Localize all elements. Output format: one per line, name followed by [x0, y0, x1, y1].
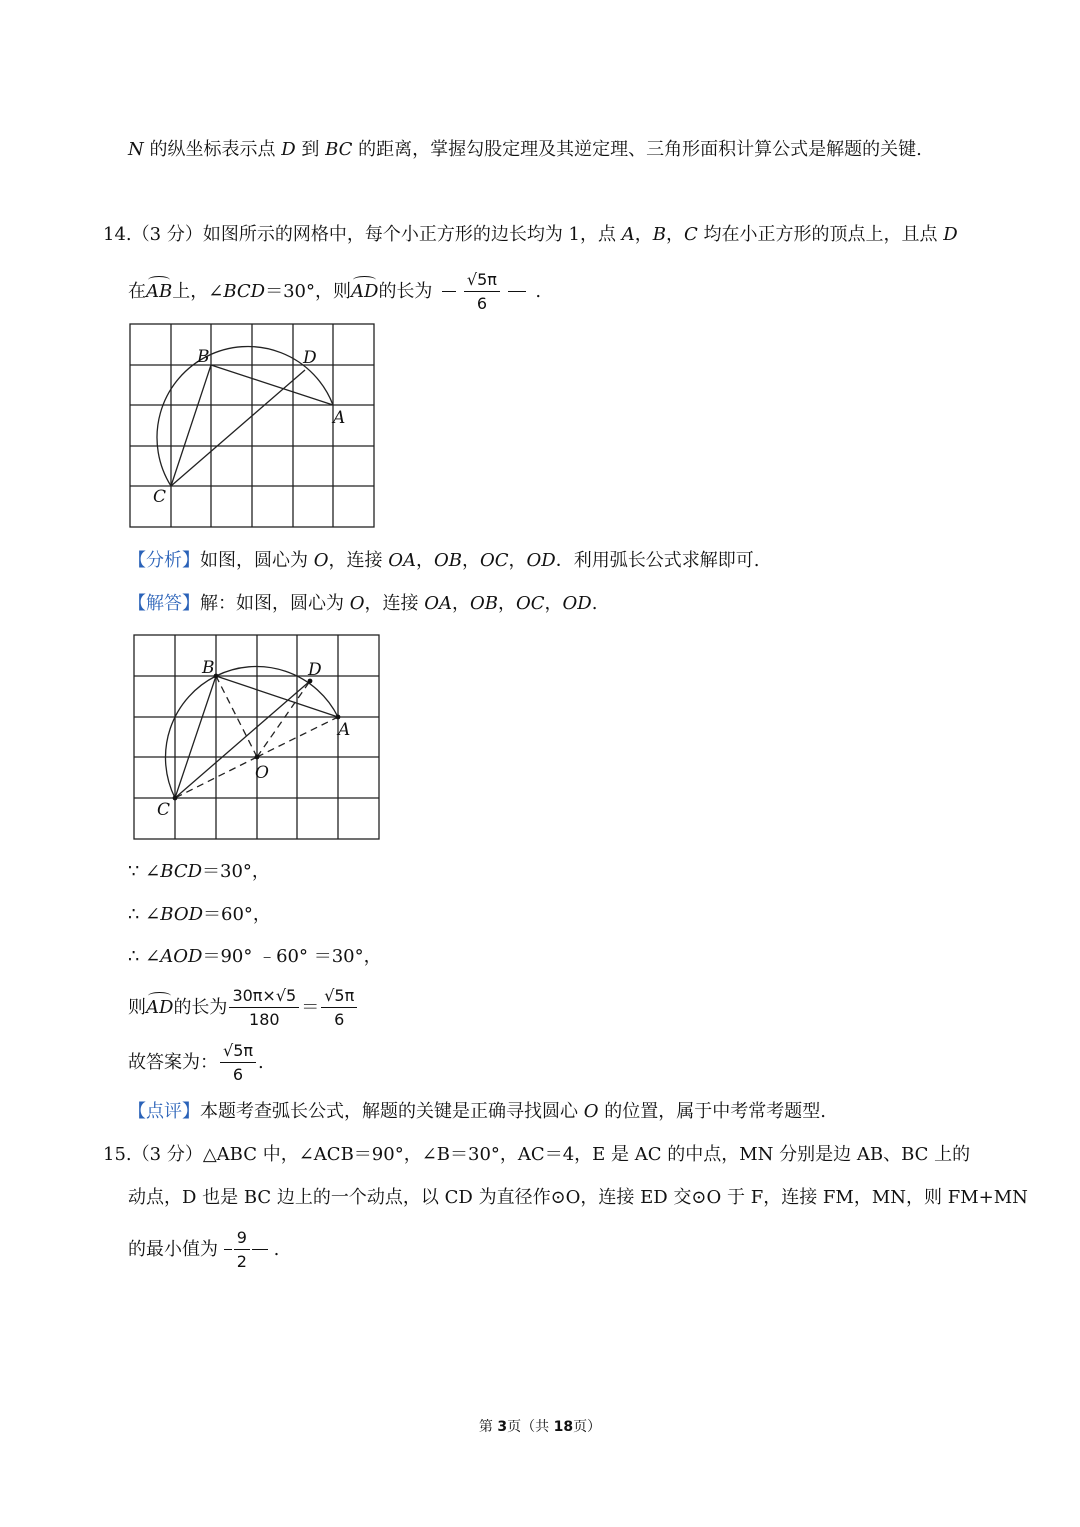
text: 页（共	[507, 1419, 554, 1435]
fraction-numerator: √5π	[321, 986, 357, 1008]
result-fraction	[321, 986, 357, 1029]
because-symbol: ∵	[128, 861, 140, 882]
fraction-denominator: 6	[476, 294, 487, 314]
point-o: O	[349, 593, 365, 614]
segment-ob: OB	[470, 593, 498, 614]
comment-tag: 【点评】	[128, 1101, 200, 1122]
therefore-symbol: ∴	[128, 904, 140, 925]
point-o: O	[583, 1101, 599, 1122]
fraction-denominator: 180	[249, 1010, 280, 1030]
point-d: D	[281, 139, 296, 160]
segment-od: OD	[562, 593, 592, 614]
fraction-denominator: 6	[232, 1065, 244, 1085]
text: ∠	[139, 861, 161, 882]
step-4	[128, 986, 359, 1029]
answer-blank	[224, 1228, 268, 1271]
label-a: A	[333, 408, 346, 428]
fraction-numerator: √5π	[220, 1041, 256, 1063]
label-a: A	[338, 720, 351, 740]
therefore-symbol: ∴	[128, 946, 140, 967]
question-score: （3 分）	[131, 224, 203, 245]
fraction-numerator: 9	[234, 1228, 250, 1250]
text: .	[529, 280, 542, 302]
label-c: C	[157, 800, 171, 820]
label-b: B	[197, 347, 210, 367]
text: 本题考查弧长公式，解题的关键是正确寻找圆心	[200, 1101, 584, 1122]
question-number: 15.	[103, 1144, 132, 1165]
arc-length-fraction	[229, 986, 299, 1029]
text: ＝30°，则	[265, 280, 351, 302]
text: ，连接	[328, 550, 389, 571]
segment-od: OD	[526, 550, 556, 571]
angle-bcd: BCD	[223, 280, 266, 302]
page-footer	[0, 1416, 1080, 1436]
point-o: O	[313, 550, 329, 571]
text: ，	[665, 224, 684, 245]
answer-fraction	[234, 1228, 250, 1271]
text: 故答案为：	[128, 1051, 218, 1073]
q14-stem-line2	[128, 270, 541, 313]
q15-line1	[103, 1146, 970, 1164]
arc-ab: AB	[146, 280, 173, 302]
text: 解：如图，圆心为	[200, 593, 350, 614]
label-d: D	[303, 348, 317, 368]
question-number: 14.	[103, 224, 132, 245]
text: ．利用弧长公式求解即可.	[555, 550, 760, 571]
text: △ABC 中，∠ACB＝90°，∠B＝30°，AC＝4，E 是 AC 的中点，MN 分别是边 AB、BC 上的	[202, 1144, 971, 1165]
text: ＝30°，	[202, 861, 270, 882]
solution-line	[128, 595, 597, 613]
text: ∠	[139, 946, 161, 967]
step-2	[128, 906, 271, 924]
arc-ad: AD	[146, 996, 174, 1018]
text: ＝90° ﹣60° ＝30°，	[202, 946, 382, 967]
question-score: （3 分）	[131, 1144, 203, 1165]
text: ，	[461, 550, 480, 571]
step-5	[128, 1041, 264, 1084]
q14-stem-line1	[103, 226, 958, 244]
text: 上，∠	[172, 280, 224, 302]
segment-ob: OB	[434, 550, 462, 571]
text: .	[267, 1238, 280, 1260]
text: .	[258, 1051, 264, 1073]
text: ，	[634, 224, 653, 245]
label-d: D	[308, 660, 322, 680]
grid-figure-1	[128, 322, 378, 530]
answer-fraction	[464, 270, 500, 313]
grid-figure-2	[132, 633, 382, 841]
text: ，	[497, 593, 516, 614]
fraction-denominator: 6	[334, 1010, 345, 1030]
total-pages: 18	[553, 1419, 574, 1435]
fraction-numerator: 30π×√5	[229, 986, 299, 1008]
text: ，	[544, 593, 563, 614]
text: 动点，D 也是 BC 边上的一个动点，以 CD 为直径作⊙O，连接 ED 交⊙O 于 F，连接 FM，MN，则 FM+MN	[128, 1187, 1028, 1208]
angle-bcd: BCD	[160, 861, 203, 882]
text: ，	[416, 550, 434, 571]
point-a: A	[621, 224, 635, 245]
fraction-denominator: 2	[236, 1252, 247, 1272]
text: ∠	[139, 904, 161, 925]
fraction-numerator: √5π	[464, 270, 500, 292]
text: ，	[452, 593, 470, 614]
label-c: C	[153, 487, 167, 507]
answer-blank	[438, 270, 529, 313]
q15-line3	[128, 1228, 279, 1271]
angle-bod: BOD	[160, 904, 204, 925]
text: 的长为	[378, 280, 433, 302]
equals-sign: ＝	[301, 996, 320, 1018]
label-o: O	[255, 763, 269, 783]
text: ，	[508, 550, 527, 571]
segment-bc: BC	[325, 139, 353, 160]
text: 的距离，掌握勾股定理及其逆定理、三角形面积计算公式是解题的关键.	[352, 139, 922, 160]
solution-tag: 【解答】	[128, 593, 200, 614]
text: 在	[128, 280, 146, 302]
segment-oa: OA	[424, 593, 452, 614]
point-c: C	[683, 224, 698, 245]
text: 的位置，属于中考常考题型.	[598, 1101, 826, 1122]
q15-line2	[128, 1189, 1028, 1207]
text: 到	[295, 139, 326, 160]
text: .	[591, 593, 598, 614]
text: 则	[128, 996, 146, 1018]
text: ＝60°，	[203, 904, 271, 925]
text: ，连接	[364, 593, 425, 614]
text: 的长为	[173, 996, 228, 1018]
segment-oc: OC	[515, 593, 545, 614]
text: 如图所示的网格中，每个小正方形的边长均为 1，点	[202, 224, 622, 245]
point-d: D	[943, 224, 958, 245]
step-3	[128, 948, 382, 966]
point-b: B	[652, 224, 666, 245]
analysis-tag: 【分析】	[128, 550, 200, 571]
text: 的纵坐标表示点	[143, 139, 282, 160]
step-1	[128, 863, 270, 881]
comment-line	[128, 1103, 826, 1121]
point-n: N	[128, 139, 144, 160]
text: 如图，圆心为	[200, 550, 314, 571]
text: 第	[478, 1419, 498, 1435]
label-b: B	[202, 658, 215, 678]
arc-ad: AD	[351, 280, 379, 302]
text: 的最小值为	[128, 1238, 218, 1260]
text: 页）	[573, 1419, 602, 1435]
top-continuation-text	[128, 141, 922, 159]
analysis-line	[128, 552, 759, 570]
angle-aod: AOD	[160, 946, 203, 967]
answer-fraction	[220, 1041, 256, 1084]
text: 均在小正方形的顶点上，且点	[697, 224, 944, 245]
segment-oc: OC	[479, 550, 509, 571]
current-page-number: 3	[497, 1419, 508, 1435]
segment-oa: OA	[388, 550, 416, 571]
